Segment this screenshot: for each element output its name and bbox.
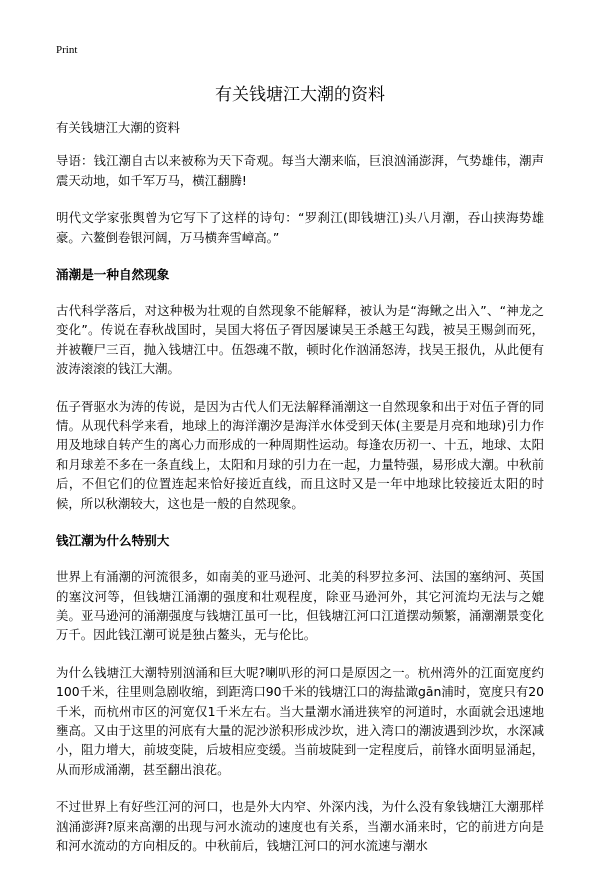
print-link[interactable]: Print <box>56 44 78 56</box>
section2-paragraph: 为什么钱塘江大潮特别汹涌和巨大呢?喇叭形的河口是原因之一。杭州湾外的江面宽度约100千米，往里则急剧收缩，到距湾口90千米的钱塘江口的海盐澉gān浦时，宽度只有20千米，而杭州市区的河宽仅1千米左右。当大量潮水涌进狭窄的河道时，水面就会迅速地壅高。又由于这里的河底有大量的泥沙淤积形成沙坎，进入湾口的潮波遇到沙坎，水深减小，阻力增大，前坡变陡，后坡相应变缓。当前坡陡到一定程度后，前锋水面明显涌起，从而形成涌潮，甚至翻出浪花。 <box>56 664 544 777</box>
section2-paragraph: 不过世界上有好些江河的河口，也是外大内窄、外深内浅，为什么没有象钱塘江大潮那样汹涌澎湃?原来高潮的出现与河水流动的速度也有关系，当潮水涌来时，它的前进方向是和河水流动的方向相反的。中秋前后，钱塘江河口的河水流速与潮水 <box>56 799 544 853</box>
section1-paragraph: 伍子胥驱水为涛的传说，是因为古代人们无法解释涌潮这一自然现象和出于对伍子胥的同情。从现代科学来看，地球上的海洋潮汐是海洋水体受到天体(主要是月亮和地球)引力作用及地球自转产生的离心力而形成的一种周期性运动。每逢农历初一、十五，地球、太阳和月球差不多在一条直线上，太阳和月球的引力在一起，力量特强，易形成大潮。中秋前后，不但它们的位置连起来恰好接近直线，而且这时又是一年中地球比较接近太阳的时候，所以秋潮较大，这也是一般的自然现象。 <box>56 398 544 511</box>
section-heading-natural-phenomenon: 涌潮是一种自然现象 <box>56 267 170 283</box>
intro-paragraph: 导语：钱江潮自古以来被称为天下奇观。每当大潮来临，巨浪汹涌澎湃，气势雄伟，潮声震天动地，如千军万马，横江翻腾! <box>56 153 544 188</box>
section1-paragraph: 古代科学落后，对这种极为壮观的自然现象不能解释，被认为是“海鳅之出入”、“神龙之变化”。传说在春秋战国时，吴国大将伍子胥因屡谏吴王杀越王勾践，被吴王赐剑而死，并被鞭尸三百，抛入钱塘江中。伍怨魂不散，顿时化作汹涌怒涛，找吴王报仇，从此便有波涛滚滚的钱江大潮。 <box>56 303 544 377</box>
poem-paragraph: 明代文学家张舆曾为它写下了这样的诗句：“罗刹江(即钱塘江)头八月潮，吞山挟海势雄豪。六鳌倒卷银河阔，万马横奔雪嶂高。” <box>56 210 544 245</box>
document-body <box>56 118 544 873</box>
section-heading-why-big: 钱江潮为什么特别大 <box>56 533 170 549</box>
document-title: 有关钱塘江大潮的资料 <box>215 85 385 105</box>
document-subtitle: 有关钱塘江大潮的资料 <box>56 120 180 135</box>
section2-paragraph: 世界上有涌潮的河流很多，如南美的亚马逊河、北美的科罗拉多河、法国的塞纳河、英国的塞汶河等，但钱塘江涌潮的强度和壮观程度，除亚马逊河外，其它河流均无法与之媲美。亚马逊河的涌潮强度与钱塘江虽可一比，但钱塘江河口江道摆动频繁，涌潮潮景变化万千。因此钱江潮可说是独占鳌头，无与伦比。 <box>56 569 544 643</box>
